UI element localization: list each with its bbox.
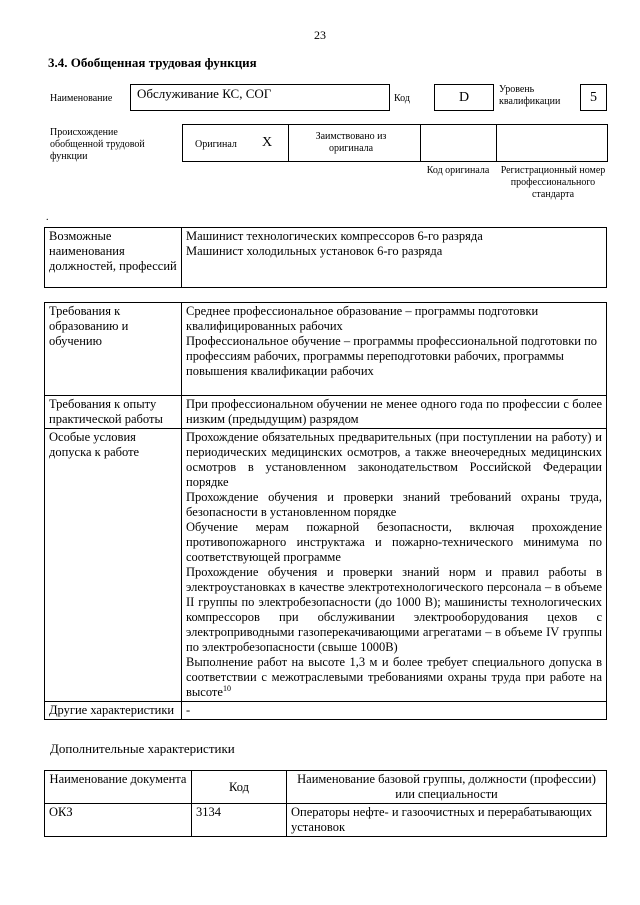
special-values <box>182 429 607 702</box>
position-item: Машинист технологических компрессоров 6-го разряда <box>186 229 483 243</box>
section-title: 3.4. Обобщенная трудовая функция <box>48 55 257 70</box>
level-label: Уровень квалификации <box>499 84 561 107</box>
reg-number-caption: Регистрационный номер профессионального стандарта <box>500 165 606 200</box>
special-item-last <box>186 655 602 700</box>
col-header-document: Наименование документа <box>45 771 192 804</box>
code-value: D <box>458 89 470 105</box>
row-group: Операторы нефте- и газоочистных и перерабатывающих установок <box>287 804 607 837</box>
origin-divider-1 <box>288 124 289 162</box>
education-values <box>182 303 607 396</box>
row-code: 3134 <box>192 804 287 837</box>
special-item: Прохождение обязательных предварительных (при поступлении на работу) и периодических медицинских осмотров, а также внеочередных медицинских осмотров в установленном законодательством Российской Федерации порядке <box>186 430 602 489</box>
education-item: Среднее профессиональное образование – программы подготовки квалифицированных рабочих <box>186 304 539 333</box>
col-header-group: Наименование базовой группы, должности (профессии) или специальности <box>287 771 607 804</box>
row-document: ОКЗ <box>45 804 192 837</box>
level-value: 5 <box>590 89 597 105</box>
page-number: 23 <box>314 28 326 42</box>
special-item: Прохождение обучения и проверки знаний норм и правил работы в электроустановках в качестве электротехнологического персонала – в объеме II группы по электробезопасности (до 1000 В); машинисты технологических компрессоров при обслуживании электрооборудования цехов с электроприводными газоперекачивающими агрегатами – в объеме IV группы по электробезопасности (свыше 1000В) <box>186 565 602 654</box>
additional-title: Дополнительные характеристики <box>50 741 235 756</box>
special-label: Особые условия допуска к работе <box>45 429 182 702</box>
table-row <box>45 804 607 837</box>
code-value-box <box>434 84 494 111</box>
dot-mark: . <box>46 212 49 223</box>
special-item: Обучение мерам пожарной безопасности, включая прохождение противопожарного инструктажа и пожарно-технического минимума по соответствующей программе <box>186 520 602 564</box>
positions-table <box>44 227 607 288</box>
original-label: Оригинал <box>195 139 237 150</box>
education-item: Профессиональное обучение – программы профессиональной подготовки по профессиям рабочих, программы переподготовки рабочих, программы повышения квалификации рабочих <box>186 334 598 378</box>
col-header-code: Код <box>192 771 287 804</box>
code-original-caption: Код оригинала <box>426 165 490 176</box>
name-value: Обслуживание КС, СОГ <box>137 86 272 101</box>
positions-label: Возможные наименования должностей, профессий <box>45 228 182 288</box>
special-item: Прохождение обучения и проверки знаний требований охраны труда, безопасности в установленном порядке <box>186 490 602 519</box>
origin-divider-3 <box>496 124 497 162</box>
code-label: Код <box>394 93 410 104</box>
original-mark: X <box>262 135 273 150</box>
name-label: Наименование <box>50 93 113 104</box>
requirements-table <box>44 302 607 720</box>
special-item: Выполнение работ на высоте 1,3 м и более требует специального допуска в соответствии с межотраслевыми требованиями охраны труда при работе на высоте <box>186 655 602 699</box>
other-value: - <box>182 702 607 720</box>
additional-table <box>44 770 607 837</box>
name-value-box <box>130 84 390 111</box>
positions-values <box>182 228 607 288</box>
footnote-ref: 10 <box>222 683 231 693</box>
level-value-box <box>580 84 607 111</box>
experience-value: При профессиональном обучении не менее одного года по профессии с более низким (предыдущим) разрядом <box>182 396 607 429</box>
origin-label: Происхождение обобщенной трудовой функции <box>50 127 145 162</box>
experience-label: Требования к опыту практической работы <box>45 396 182 429</box>
other-label: Другие характеристики <box>45 702 182 720</box>
origin-divider-2 <box>420 124 421 162</box>
borrowed-label: Заимствовано из оригинала <box>315 131 387 154</box>
position-item: Машинист холодильных установок 6-го разряда <box>186 244 443 258</box>
education-label: Требования к образованию и обучению <box>45 303 182 396</box>
